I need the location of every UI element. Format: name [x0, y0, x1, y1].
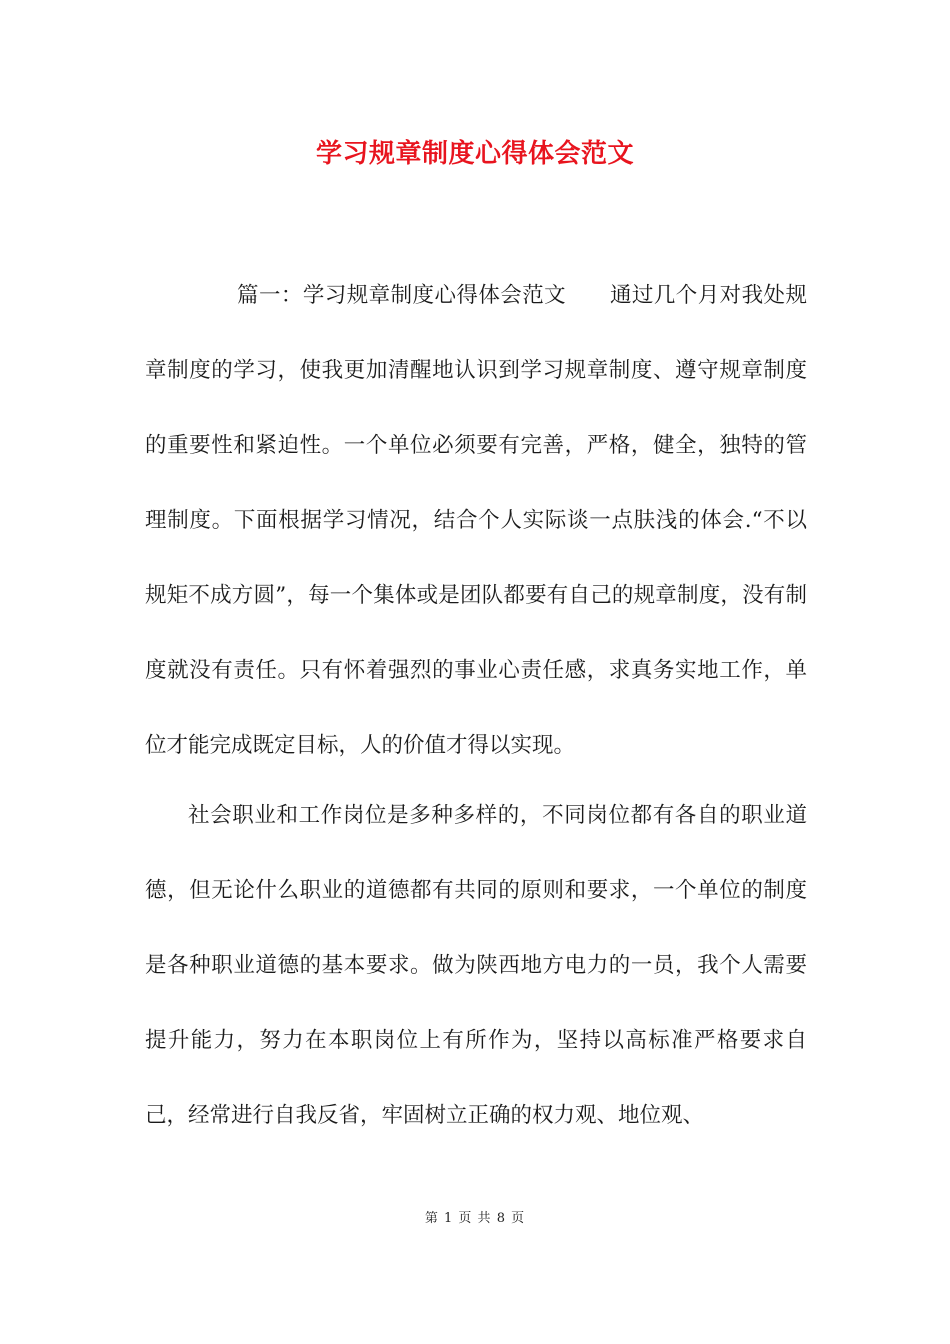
paragraph-2: 社会职业和工作岗位是多种多样的，不同岗位都有各自的职业道德，但无论什么职业的道德都有共同的原则和要求，一个单位的制度是各种职业道德的基本要求。做为陕西地方电力的一员，我个人需要提升能力，努力在本职岗位上有所作为，坚持以高标准严格要求自己，经常进行自我反省，牢固树立正确的权力观、地位观、	[145, 803, 807, 1128]
page-number-footer: 第 1 页 共 8 页	[424, 1211, 526, 1226]
paragraph-1: 篇一：学习规章制度心得体会范文 通过几个月对我处规章制度的学习，使我更加清醒地认识到学习规章制度、遵守规章制度的重要性和紧迫性。一个单位必须要有完善，严格，健全，独特的管理制度。下面根据学习情况，结合个人实际谈一点肤浅的体会.“不以规矩不成方圆”，每一个集体或是团队都要有自己的规章制度，没有制度就没有责任。只有怀着强烈的事业心责任感，求真务实地工作，单位才能完成既定目标，人的价值才得以实现。	[145, 283, 807, 758]
document-title: 学习规章制度心得体会范文	[315, 139, 634, 169]
